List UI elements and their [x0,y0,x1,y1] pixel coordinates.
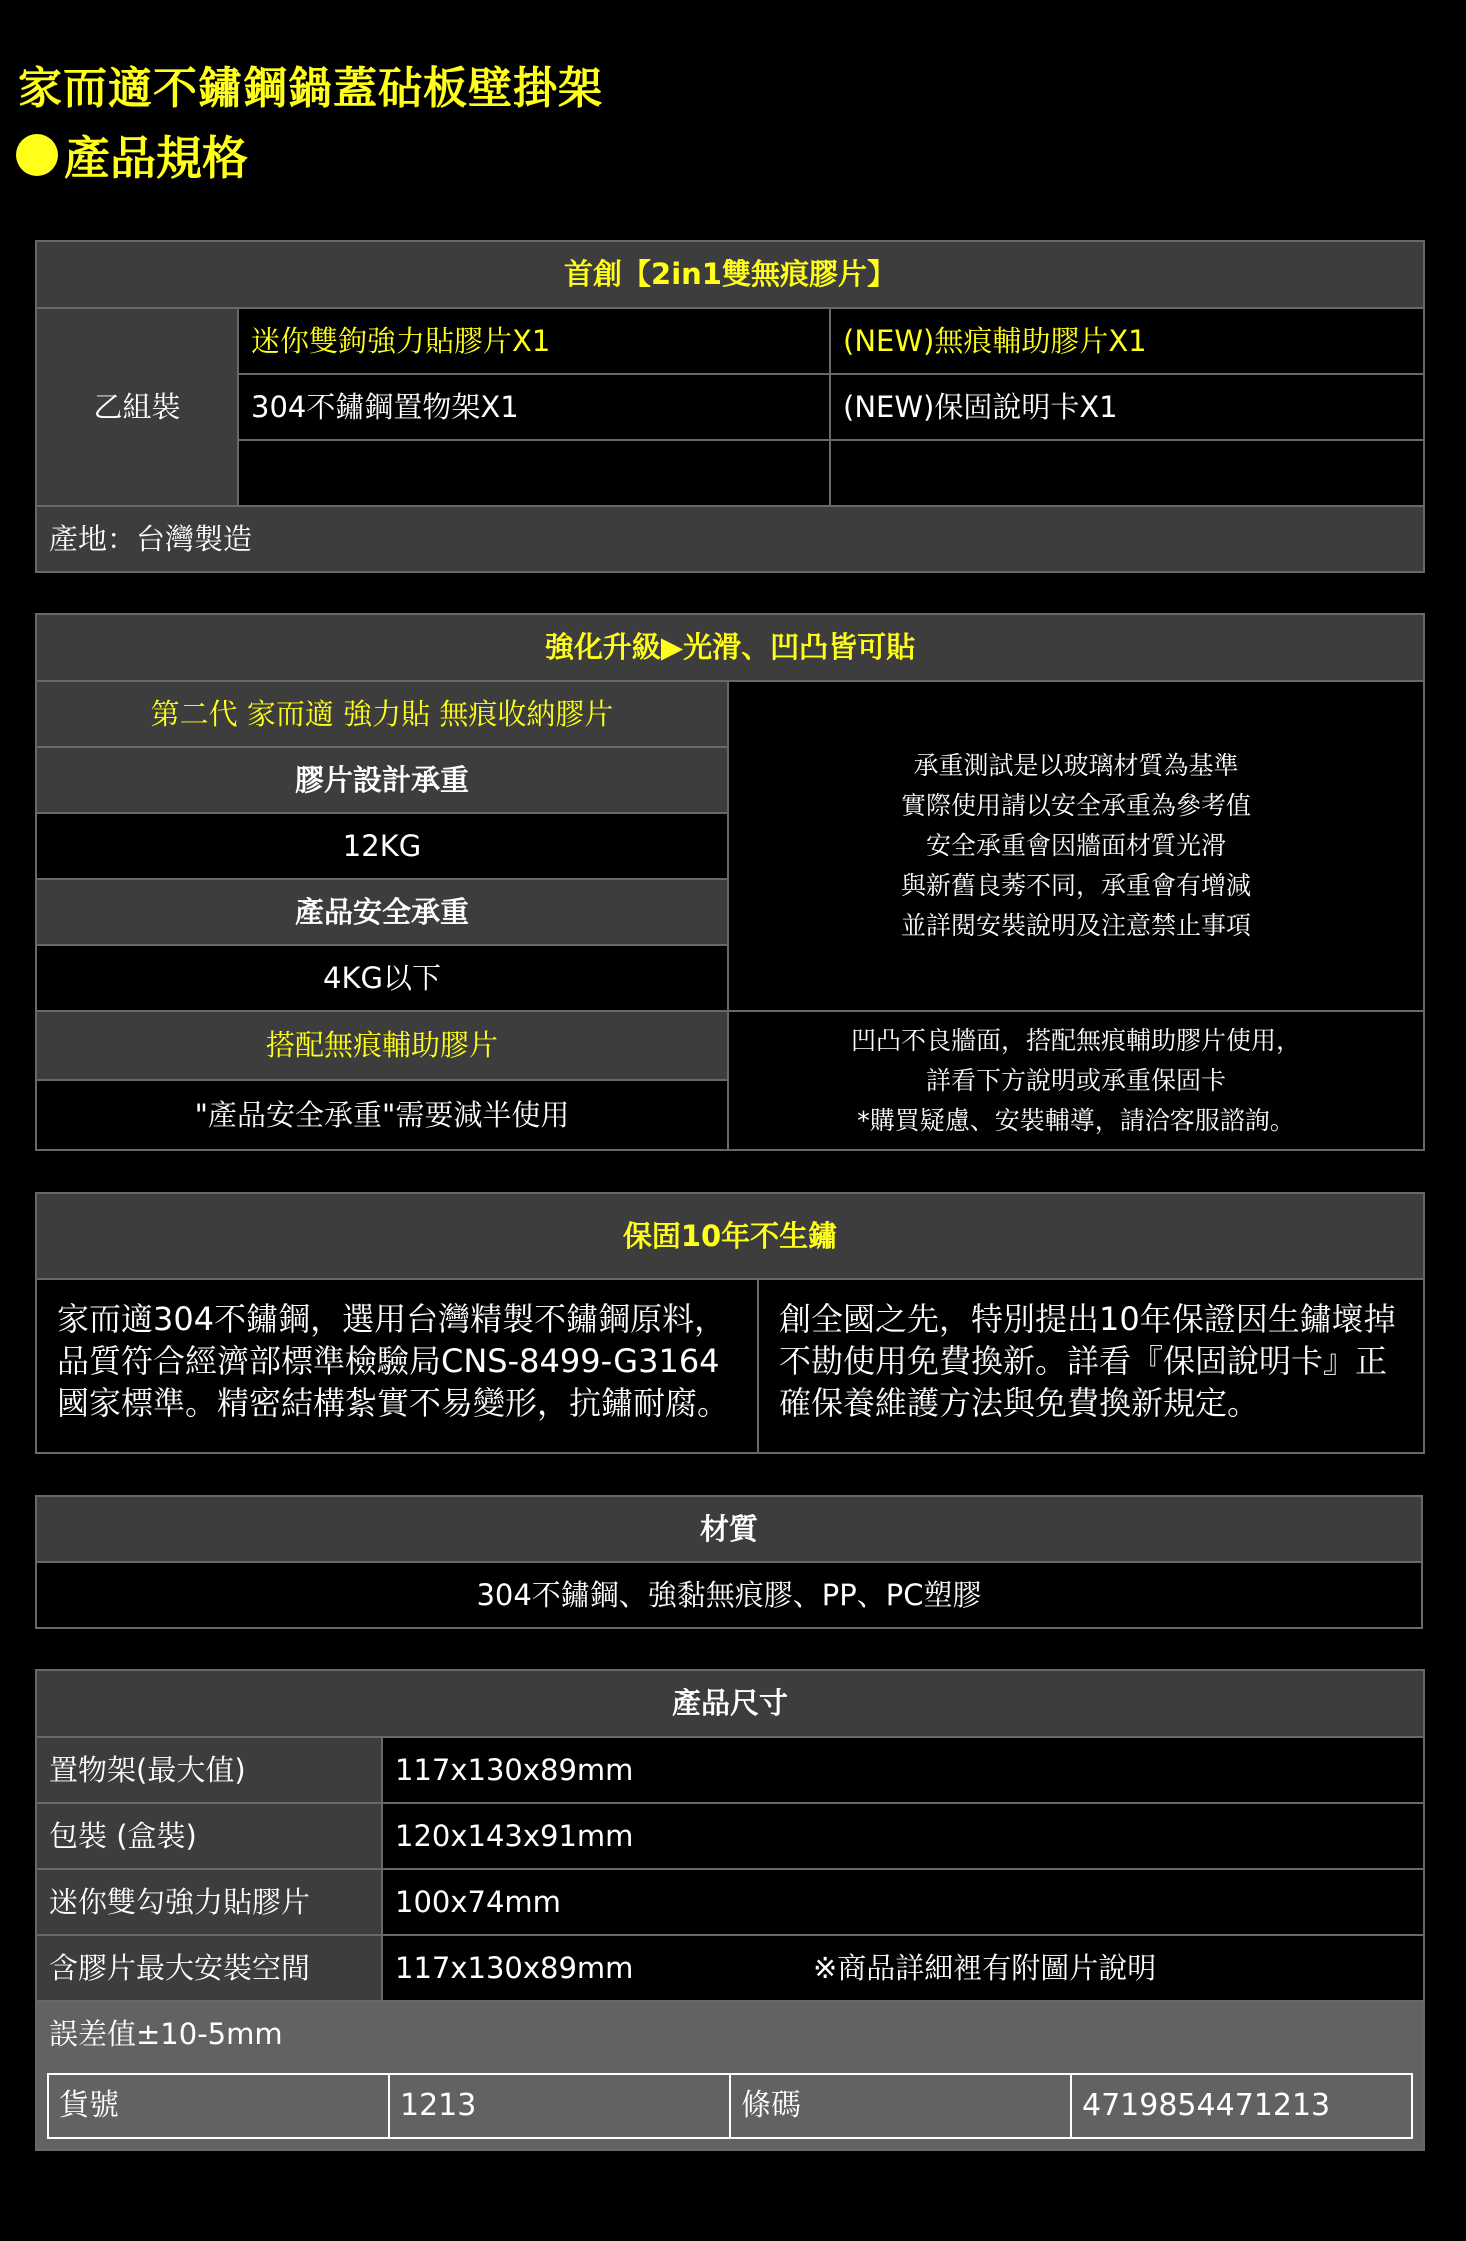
empty-cell [830,440,1424,506]
product-name: 第二代 家而適 強力貼 無痕收納膠片 [36,681,728,747]
size-label: 置物架(最大值) [36,1737,382,1803]
origin: 產地：台灣製造 [36,506,1424,572]
text-line: 不勘使用免費換新。詳看『保固說明卡』正 [779,1342,1388,1380]
text-line: 創全國之先，特別提出10年保證因生鏽壞掉 [779,1300,1396,1338]
item-no-value: 1213 [389,2074,730,2138]
note-line: 凹凸不良牆面，搭配無痕輔助膠片使用， [850,1025,1301,1055]
design-load-value: 12KG [36,813,728,879]
package-item: (NEW)保固說明卡X1 [830,374,1424,440]
barcode-value: 4719854471213 [1071,2074,1412,2138]
size-label: 含膠片最大安裝空間 [36,1935,382,2001]
size-label: 迷你雙勾強力貼膠片 [36,1869,382,1935]
load-note [728,681,1424,1011]
text-line: 家而適304不鏽鋼，選用台灣精製不鏽鋼原料， [57,1300,727,1338]
aux-value: "產品安全承重"需要減半使用 [36,1080,728,1150]
note-line: 承重測試是以玻璃材質為基準 [913,751,1239,780]
barcode-label: 條碼 [730,2074,1071,2138]
material-value: 304不鏽鋼、強黏無痕膠、PP、PC塑膠 [36,1562,1422,1628]
id-bar [36,2067,1424,2150]
size-value: 120x143x91mm [382,1803,1424,1869]
size-value: 100x74mm [382,1869,1424,1935]
note-line: 與新舊良莠不同，承重會有增減 [900,871,1251,900]
note-line: 詳看下方說明或承重保固卡 [925,1065,1226,1095]
size-header: 產品尺寸 [36,1670,1424,1737]
group-label: 乙組裝 [36,308,238,506]
subtitle-text: 產品規格 [64,131,248,185]
safe-load-label: 產品安全承重 [36,879,728,945]
tolerance: 誤差值±10-5mm [36,2001,1424,2067]
bullet-dot-icon [16,134,58,176]
warranty-header: 保固10年不生鏽 [36,1193,1424,1279]
strength-table [35,613,1425,1151]
package-item: 迷你雙鉤強力貼膠片X1 [238,308,830,374]
text-line: 品質符合經濟部標準檢驗局CNS-8499-G3164 [57,1342,720,1380]
size-value: 117x130x89mm [395,1950,634,1985]
safe-load-value: 4KG以下 [36,945,728,1011]
note-line: 實際使用請以安全承重為參考值 [900,791,1251,820]
warranty-table [35,1192,1425,1454]
note-line: 並詳閱安裝說明及注意禁止事項 [900,911,1251,940]
size-note: ※商品詳細裡有附圖片說明 [813,1950,1157,1985]
package-table [35,240,1425,573]
text-line: 國家標準。精密結構紮實不易變形，抗鏽耐腐。 [57,1384,730,1422]
package-item: (NEW)無痕輔助膠片X1 [830,308,1424,374]
size-label: 包裝 (盒裝) [36,1803,382,1869]
aux-note [728,1011,1424,1150]
material-header: 材質 [36,1496,1422,1562]
page-title: 家而適不鏽鋼鍋蓋砧板壁掛架 [18,63,603,114]
package-item: 304不鏽鋼置物架X1 [238,374,830,440]
note-line: *購買疑慮、安裝輔導，請洽客服諮詢。 [857,1105,1295,1135]
size-value-with-note [382,1935,1424,2001]
id-table [47,2073,1413,2139]
item-no-label: 貨號 [48,2074,389,2138]
warranty-left-text [36,1279,758,1453]
warranty-right-text [758,1279,1424,1453]
size-value: 117x130x89mm [382,1737,1424,1803]
aux-label: 搭配無痕輔助膠片 [36,1011,728,1080]
empty-cell [238,440,830,506]
strength-header: 強化升級▶光滑、凹凸皆可貼 [36,614,1424,681]
note-line: 安全承重會因牆面材質光滑 [925,831,1226,860]
material-table [35,1495,1423,1629]
design-load-label: 膠片設計承重 [36,747,728,813]
size-table [35,1669,1425,2151]
section-subtitle [16,122,248,188]
text-line: 確保養維護方法與免費換新規定。 [779,1384,1260,1422]
package-header: 首創【2in1雙無痕膠片】 [36,241,1424,308]
